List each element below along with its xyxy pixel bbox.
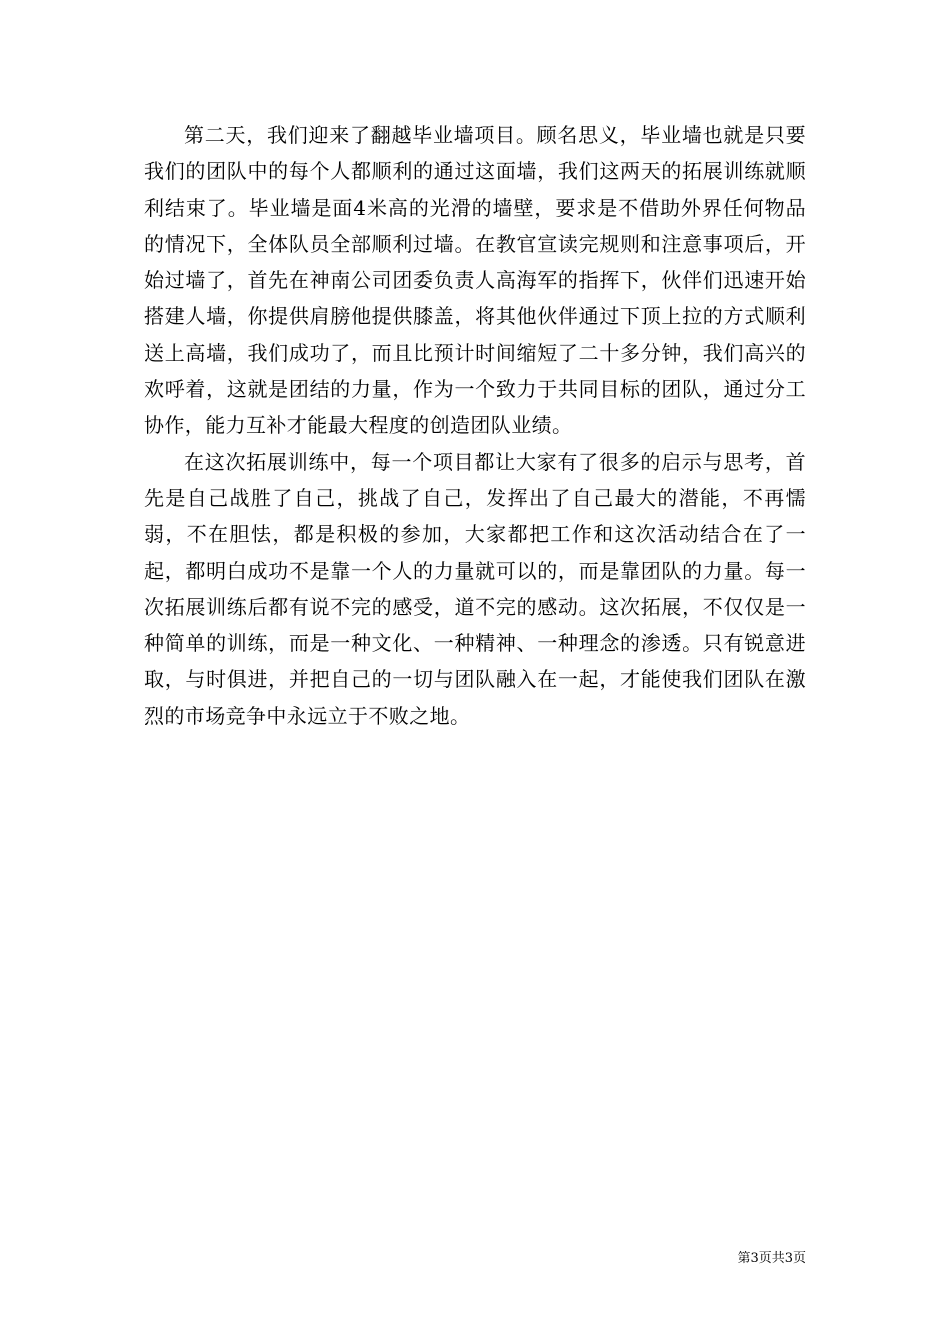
page-number-footer: 第3页共3页 xyxy=(737,1251,806,1266)
document-body xyxy=(144,117,806,734)
paragraph-graduation-wall: 第二天，我们迎来了翻越毕业墙项目。顾名思义，毕业墙也就是只要我们的团队中的每个人都顺利的通过这面墙，我们这两天的拓展训练就顺利结束了。毕业墙是面4米高的光滑的墙壁，要求是不借助外界任何物品的情况下，全体队员全部顺利过墙。在教官宣读完规则和注意事项后，开始过墙了，首先在神南公司团委负责人高海军的指挥下，伙伴们迅速开始搭建人墙，你提供肩膀他提供膝盖，将其他伙伴通过下顶上拉的方式顺利送上高墙，我们成功了，而且比预计时间缩短了二十多分钟，我们高兴的欢呼着，这就是团结的力量，作为一个致力于共同目标的团队，通过分工协作，能力互补才能最大程度的创造团队业绩。 xyxy=(144,123,806,438)
paragraph-reflection: 在这次拓展训练中，每一个项目都让大家有了很多的启示与思考，首先是自己战胜了自己，挑战了自己，发挥出了自己最大的潜能，不再懦弱，不在胆怯，都是积极的参加，大家都把工作和这次活动结合在了一起，都明白成功不是靠一个人的力量就可以的，而是靠团队的力量。每一次拓展训练后都有说不完的感受，道不完的感动。这次拓展，不仅仅是一种简单的训练，而是一种文化、一种精神、一种理念的渗透。只有锐意进取，与时俱进，并把自己的一切与团队融入在一起，才能使我们团队在激烈的市场竞争中永远立于不败之地。 xyxy=(144,449,806,728)
